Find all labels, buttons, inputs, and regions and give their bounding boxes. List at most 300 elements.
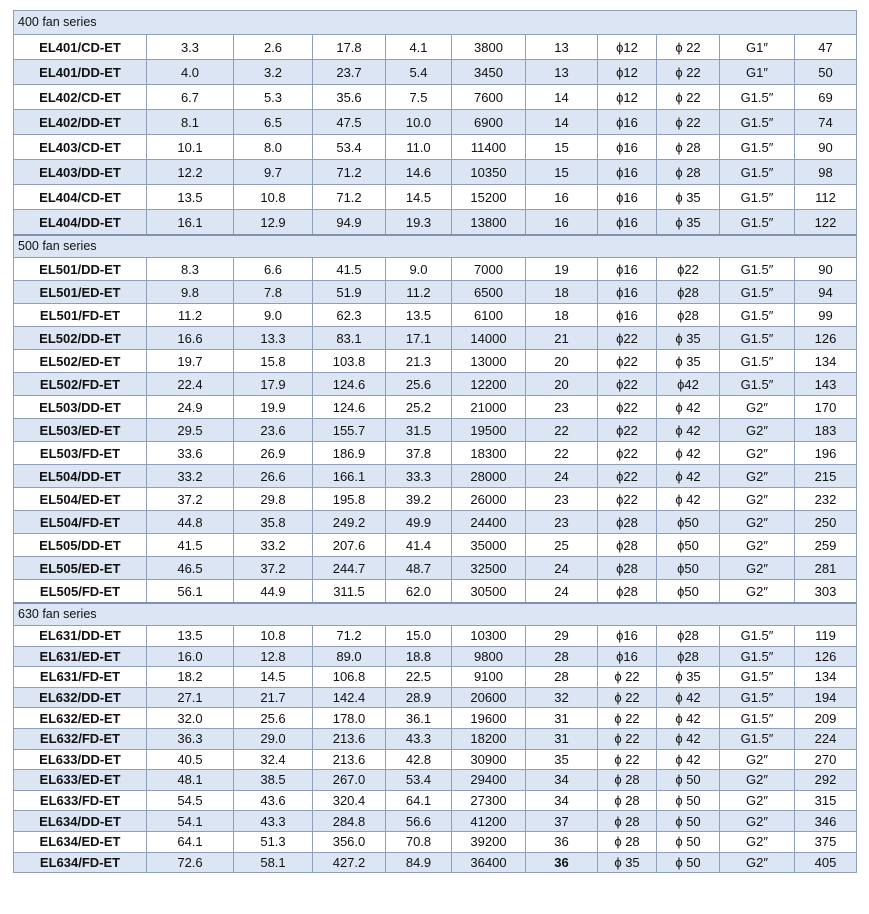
- value-cell: 62.3: [313, 304, 386, 327]
- value-cell: 28: [526, 646, 598, 667]
- model-cell: EL634/FD-ET: [14, 852, 147, 873]
- value-cell: G1.5″: [720, 160, 795, 185]
- value-cell: 32.4: [234, 749, 313, 770]
- value-cell: 6900: [452, 110, 526, 135]
- value-cell: 30500: [452, 580, 526, 604]
- value-cell: 46.5: [147, 557, 234, 580]
- value-cell: G1.5″: [720, 626, 795, 647]
- value-cell: G2″: [720, 831, 795, 852]
- value-cell: ϕ 42: [657, 442, 720, 465]
- table-row: [14, 210, 857, 236]
- table-row: [14, 442, 857, 465]
- value-cell: 29.5: [147, 419, 234, 442]
- value-cell: ϕ 22: [657, 85, 720, 110]
- value-cell: 24.9: [147, 396, 234, 419]
- model-cell: EL501/ED-ET: [14, 281, 147, 304]
- value-cell: ϕ 28: [598, 790, 657, 811]
- value-cell: 17.8: [313, 35, 386, 60]
- value-cell: 3450: [452, 60, 526, 85]
- value-cell: 99: [795, 304, 857, 327]
- table-row: [14, 160, 857, 185]
- value-cell: 281: [795, 557, 857, 580]
- value-cell: ϕ16: [598, 210, 657, 236]
- value-cell: 15200: [452, 185, 526, 210]
- table-row: [14, 852, 857, 873]
- value-cell: 35.6: [313, 85, 386, 110]
- value-cell: 259: [795, 534, 857, 557]
- value-cell: ϕ 22: [598, 667, 657, 688]
- model-cell: EL631/DD-ET: [14, 626, 147, 647]
- value-cell: 32: [526, 687, 598, 708]
- value-cell: ϕ22: [657, 258, 720, 281]
- value-cell: 28.9: [386, 687, 452, 708]
- value-cell: 13800: [452, 210, 526, 236]
- value-cell: 10.8: [234, 626, 313, 647]
- model-cell: EL504/FD-ET: [14, 511, 147, 534]
- value-cell: 16: [526, 185, 598, 210]
- value-cell: 18.2: [147, 667, 234, 688]
- value-cell: 18200: [452, 728, 526, 749]
- value-cell: 5.4: [386, 60, 452, 85]
- value-cell: 23: [526, 511, 598, 534]
- value-cell: 98: [795, 160, 857, 185]
- value-cell: 15: [526, 160, 598, 185]
- value-cell: 126: [795, 327, 857, 350]
- value-cell: 142.4: [313, 687, 386, 708]
- value-cell: ϕ 28: [598, 831, 657, 852]
- value-cell: 9800: [452, 646, 526, 667]
- value-cell: 36: [526, 831, 598, 852]
- value-cell: 64.1: [147, 831, 234, 852]
- value-cell: ϕ50: [657, 511, 720, 534]
- value-cell: 270: [795, 749, 857, 770]
- value-cell: 427.2: [313, 852, 386, 873]
- value-cell: 47.5: [313, 110, 386, 135]
- value-cell: 64.1: [386, 790, 452, 811]
- value-cell: 19.9: [234, 396, 313, 419]
- value-cell: 37.8: [386, 442, 452, 465]
- value-cell: ϕ28: [598, 534, 657, 557]
- value-cell: 12.8: [234, 646, 313, 667]
- value-cell: 53.4: [386, 770, 452, 791]
- value-cell: 53.4: [313, 135, 386, 160]
- value-cell: G1.5″: [720, 210, 795, 236]
- value-cell: G1.5″: [720, 646, 795, 667]
- value-cell: 34: [526, 790, 598, 811]
- value-cell: 9.0: [386, 258, 452, 281]
- value-cell: 36: [526, 852, 598, 873]
- model-cell: EL633/FD-ET: [14, 790, 147, 811]
- table-row: [14, 534, 857, 557]
- model-cell: EL505/ED-ET: [14, 557, 147, 580]
- section-header-row: [14, 603, 857, 626]
- value-cell: 207.6: [313, 534, 386, 557]
- value-cell: ϕ16: [598, 626, 657, 647]
- value-cell: G1.5″: [720, 327, 795, 350]
- value-cell: 31.5: [386, 419, 452, 442]
- value-cell: ϕ 50: [657, 790, 720, 811]
- value-cell: 21.7: [234, 687, 313, 708]
- model-cell: EL631/FD-ET: [14, 667, 147, 688]
- value-cell: 106.8: [313, 667, 386, 688]
- value-cell: 24: [526, 580, 598, 604]
- value-cell: 89.0: [313, 646, 386, 667]
- model-cell: EL503/ED-ET: [14, 419, 147, 442]
- value-cell: ϕ 28: [657, 160, 720, 185]
- value-cell: 29: [526, 626, 598, 647]
- value-cell: 36.1: [386, 708, 452, 729]
- value-cell: G1.5″: [720, 687, 795, 708]
- value-cell: 28: [526, 667, 598, 688]
- value-cell: 8.1: [147, 110, 234, 135]
- value-cell: 5.3: [234, 85, 313, 110]
- value-cell: 19.7: [147, 350, 234, 373]
- value-cell: 16.0: [147, 646, 234, 667]
- value-cell: 405: [795, 852, 857, 873]
- value-cell: 20: [526, 373, 598, 396]
- table-row: [14, 811, 857, 832]
- value-cell: 24: [526, 465, 598, 488]
- table-row: [14, 110, 857, 135]
- value-cell: 11.0: [386, 135, 452, 160]
- value-cell: 71.2: [313, 160, 386, 185]
- value-cell: ϕ 42: [657, 728, 720, 749]
- table-row: [14, 580, 857, 604]
- value-cell: 2.6: [234, 35, 313, 60]
- value-cell: 23.7: [313, 60, 386, 85]
- value-cell: G2″: [720, 534, 795, 557]
- model-cell: EL404/DD-ET: [14, 210, 147, 236]
- value-cell: G1″: [720, 60, 795, 85]
- value-cell: 37.2: [234, 557, 313, 580]
- value-cell: 126: [795, 646, 857, 667]
- value-cell: ϕ 42: [657, 419, 720, 442]
- value-cell: ϕ28: [598, 557, 657, 580]
- value-cell: 94.9: [313, 210, 386, 236]
- value-cell: ϕ 28: [598, 770, 657, 791]
- value-cell: 83.1: [313, 327, 386, 350]
- section-title: 500 fan series: [14, 235, 857, 258]
- value-cell: 3800: [452, 35, 526, 60]
- table-row: [14, 304, 857, 327]
- model-cell: EL504/DD-ET: [14, 465, 147, 488]
- value-cell: 28000: [452, 465, 526, 488]
- value-cell: ϕ42: [657, 373, 720, 396]
- value-cell: G2″: [720, 811, 795, 832]
- value-cell: ϕ16: [598, 258, 657, 281]
- value-cell: ϕ 50: [657, 852, 720, 873]
- table-body: [14, 11, 857, 873]
- value-cell: 10350: [452, 160, 526, 185]
- value-cell: ϕ16: [598, 646, 657, 667]
- value-cell: ϕ16: [598, 304, 657, 327]
- value-cell: 94: [795, 281, 857, 304]
- value-cell: 17.1: [386, 327, 452, 350]
- value-cell: G2″: [720, 790, 795, 811]
- value-cell: ϕ28: [598, 580, 657, 604]
- value-cell: 26.6: [234, 465, 313, 488]
- table-row: [14, 770, 857, 791]
- value-cell: 143: [795, 373, 857, 396]
- value-cell: 25: [526, 534, 598, 557]
- value-cell: 267.0: [313, 770, 386, 791]
- model-cell: EL631/ED-ET: [14, 646, 147, 667]
- value-cell: 6.5: [234, 110, 313, 135]
- value-cell: 4.1: [386, 35, 452, 60]
- value-cell: G2″: [720, 442, 795, 465]
- value-cell: 34: [526, 770, 598, 791]
- value-cell: ϕ 42: [657, 465, 720, 488]
- value-cell: 9.0: [234, 304, 313, 327]
- section-header-row: [14, 235, 857, 258]
- model-cell: EL633/ED-ET: [14, 770, 147, 791]
- value-cell: 29400: [452, 770, 526, 791]
- value-cell: 23: [526, 488, 598, 511]
- table-row: [14, 749, 857, 770]
- value-cell: 15: [526, 135, 598, 160]
- value-cell: 19600: [452, 708, 526, 729]
- value-cell: 16: [526, 210, 598, 236]
- value-cell: ϕ50: [657, 557, 720, 580]
- value-cell: 9.8: [147, 281, 234, 304]
- value-cell: ϕ 42: [657, 396, 720, 419]
- value-cell: ϕ 22: [657, 110, 720, 135]
- value-cell: 11400: [452, 135, 526, 160]
- value-cell: 41.5: [147, 534, 234, 557]
- value-cell: 195.8: [313, 488, 386, 511]
- value-cell: G1.5″: [720, 85, 795, 110]
- value-cell: 17.9: [234, 373, 313, 396]
- model-cell: EL634/DD-ET: [14, 811, 147, 832]
- value-cell: 284.8: [313, 811, 386, 832]
- value-cell: 6.7: [147, 85, 234, 110]
- model-cell: EL503/DD-ET: [14, 396, 147, 419]
- value-cell: 22.4: [147, 373, 234, 396]
- value-cell: G1″: [720, 35, 795, 60]
- value-cell: 7.8: [234, 281, 313, 304]
- value-cell: 375: [795, 831, 857, 852]
- value-cell: 14.6: [386, 160, 452, 185]
- value-cell: 16.6: [147, 327, 234, 350]
- model-cell: EL634/ED-ET: [14, 831, 147, 852]
- value-cell: 41.5: [313, 258, 386, 281]
- value-cell: 320.4: [313, 790, 386, 811]
- value-cell: 62.0: [386, 580, 452, 604]
- value-cell: 36.3: [147, 728, 234, 749]
- value-cell: 33.2: [147, 465, 234, 488]
- value-cell: 14: [526, 110, 598, 135]
- value-cell: 112: [795, 185, 857, 210]
- table-row: [14, 465, 857, 488]
- value-cell: ϕ22: [598, 327, 657, 350]
- table-row: [14, 281, 857, 304]
- value-cell: 6500: [452, 281, 526, 304]
- value-cell: 31: [526, 728, 598, 749]
- table-row: [14, 511, 857, 534]
- value-cell: 315: [795, 790, 857, 811]
- table-row: [14, 790, 857, 811]
- value-cell: 311.5: [313, 580, 386, 604]
- model-cell: EL401/CD-ET: [14, 35, 147, 60]
- value-cell: G2″: [720, 557, 795, 580]
- value-cell: 23: [526, 396, 598, 419]
- value-cell: 26000: [452, 488, 526, 511]
- value-cell: 56.1: [147, 580, 234, 604]
- value-cell: 21.3: [386, 350, 452, 373]
- value-cell: 25.6: [386, 373, 452, 396]
- value-cell: ϕ 42: [657, 749, 720, 770]
- model-cell: EL402/CD-ET: [14, 85, 147, 110]
- value-cell: ϕ28: [657, 281, 720, 304]
- value-cell: G1.5″: [720, 708, 795, 729]
- value-cell: 15.8: [234, 350, 313, 373]
- value-cell: G2″: [720, 770, 795, 791]
- value-cell: ϕ22: [598, 396, 657, 419]
- value-cell: 11.2: [147, 304, 234, 327]
- table-row: [14, 646, 857, 667]
- value-cell: 250: [795, 511, 857, 534]
- value-cell: G1.5″: [720, 110, 795, 135]
- value-cell: 124.6: [313, 373, 386, 396]
- value-cell: 27300: [452, 790, 526, 811]
- value-cell: ϕ16: [598, 110, 657, 135]
- model-cell: EL505/FD-ET: [14, 580, 147, 604]
- value-cell: ϕ22: [598, 350, 657, 373]
- value-cell: G2″: [720, 419, 795, 442]
- value-cell: 7000: [452, 258, 526, 281]
- value-cell: ϕ16: [598, 160, 657, 185]
- value-cell: 18: [526, 281, 598, 304]
- value-cell: 7600: [452, 85, 526, 110]
- table-row: [14, 488, 857, 511]
- table-row: [14, 350, 857, 373]
- value-cell: 41.4: [386, 534, 452, 557]
- table-row: [14, 258, 857, 281]
- model-cell: EL502/ED-ET: [14, 350, 147, 373]
- value-cell: 84.9: [386, 852, 452, 873]
- value-cell: 29.0: [234, 728, 313, 749]
- value-cell: 14.5: [234, 667, 313, 688]
- value-cell: 122: [795, 210, 857, 236]
- section-title: 400 fan series: [14, 11, 857, 35]
- table-row: [14, 626, 857, 647]
- value-cell: ϕ22: [598, 373, 657, 396]
- value-cell: G2″: [720, 580, 795, 604]
- model-cell: EL403/CD-ET: [14, 135, 147, 160]
- value-cell: 20: [526, 350, 598, 373]
- model-cell: EL632/FD-ET: [14, 728, 147, 749]
- value-cell: 29.8: [234, 488, 313, 511]
- value-cell: G1.5″: [720, 304, 795, 327]
- value-cell: 232: [795, 488, 857, 511]
- value-cell: 32500: [452, 557, 526, 580]
- value-cell: ϕ22: [598, 419, 657, 442]
- value-cell: 30900: [452, 749, 526, 770]
- value-cell: 19: [526, 258, 598, 281]
- value-cell: 6100: [452, 304, 526, 327]
- value-cell: 15.0: [386, 626, 452, 647]
- value-cell: 213.6: [313, 728, 386, 749]
- value-cell: 209: [795, 708, 857, 729]
- value-cell: 303: [795, 580, 857, 604]
- value-cell: ϕ28: [657, 304, 720, 327]
- value-cell: 346: [795, 811, 857, 832]
- value-cell: ϕ 35: [657, 185, 720, 210]
- table-row: [14, 419, 857, 442]
- value-cell: 4.0: [147, 60, 234, 85]
- value-cell: 54.1: [147, 811, 234, 832]
- value-cell: ϕ12: [598, 85, 657, 110]
- value-cell: G1.5″: [720, 373, 795, 396]
- model-cell: EL402/DD-ET: [14, 110, 147, 135]
- value-cell: 13: [526, 60, 598, 85]
- value-cell: 19.3: [386, 210, 452, 236]
- value-cell: 10.8: [234, 185, 313, 210]
- value-cell: 124.6: [313, 396, 386, 419]
- value-cell: 9100: [452, 667, 526, 688]
- value-cell: G1.5″: [720, 728, 795, 749]
- value-cell: 119: [795, 626, 857, 647]
- value-cell: 6.6: [234, 258, 313, 281]
- value-cell: 14: [526, 85, 598, 110]
- value-cell: 22: [526, 419, 598, 442]
- model-cell: EL401/DD-ET: [14, 60, 147, 85]
- value-cell: 21: [526, 327, 598, 350]
- value-cell: 42.8: [386, 749, 452, 770]
- model-cell: EL404/CD-ET: [14, 185, 147, 210]
- value-cell: 134: [795, 350, 857, 373]
- value-cell: 36400: [452, 852, 526, 873]
- value-cell: 3.3: [147, 35, 234, 60]
- value-cell: 249.2: [313, 511, 386, 534]
- value-cell: 47: [795, 35, 857, 60]
- value-cell: G2″: [720, 488, 795, 511]
- value-cell: 18: [526, 304, 598, 327]
- model-cell: EL502/FD-ET: [14, 373, 147, 396]
- value-cell: 8.0: [234, 135, 313, 160]
- value-cell: ϕ 35: [657, 667, 720, 688]
- value-cell: 31: [526, 708, 598, 729]
- spec-table-container: [13, 10, 856, 873]
- value-cell: 13000: [452, 350, 526, 373]
- model-cell: EL632/DD-ET: [14, 687, 147, 708]
- value-cell: G1.5″: [720, 135, 795, 160]
- value-cell: 14.5: [386, 185, 452, 210]
- value-cell: 14000: [452, 327, 526, 350]
- value-cell: G2″: [720, 396, 795, 419]
- value-cell: 9.7: [234, 160, 313, 185]
- value-cell: 41200: [452, 811, 526, 832]
- value-cell: 22: [526, 442, 598, 465]
- value-cell: 72.6: [147, 852, 234, 873]
- value-cell: 71.2: [313, 626, 386, 647]
- value-cell: 186.9: [313, 442, 386, 465]
- value-cell: G1.5″: [720, 258, 795, 281]
- value-cell: 37: [526, 811, 598, 832]
- value-cell: 32.0: [147, 708, 234, 729]
- value-cell: G2″: [720, 749, 795, 770]
- value-cell: ϕ 22: [598, 728, 657, 749]
- model-cell: EL504/ED-ET: [14, 488, 147, 511]
- value-cell: 39200: [452, 831, 526, 852]
- model-cell: EL505/DD-ET: [14, 534, 147, 557]
- model-cell: EL632/ED-ET: [14, 708, 147, 729]
- value-cell: ϕ 35: [657, 210, 720, 236]
- value-cell: G1.5″: [720, 667, 795, 688]
- value-cell: ϕ28: [657, 626, 720, 647]
- value-cell: 292: [795, 770, 857, 791]
- model-cell: EL501/FD-ET: [14, 304, 147, 327]
